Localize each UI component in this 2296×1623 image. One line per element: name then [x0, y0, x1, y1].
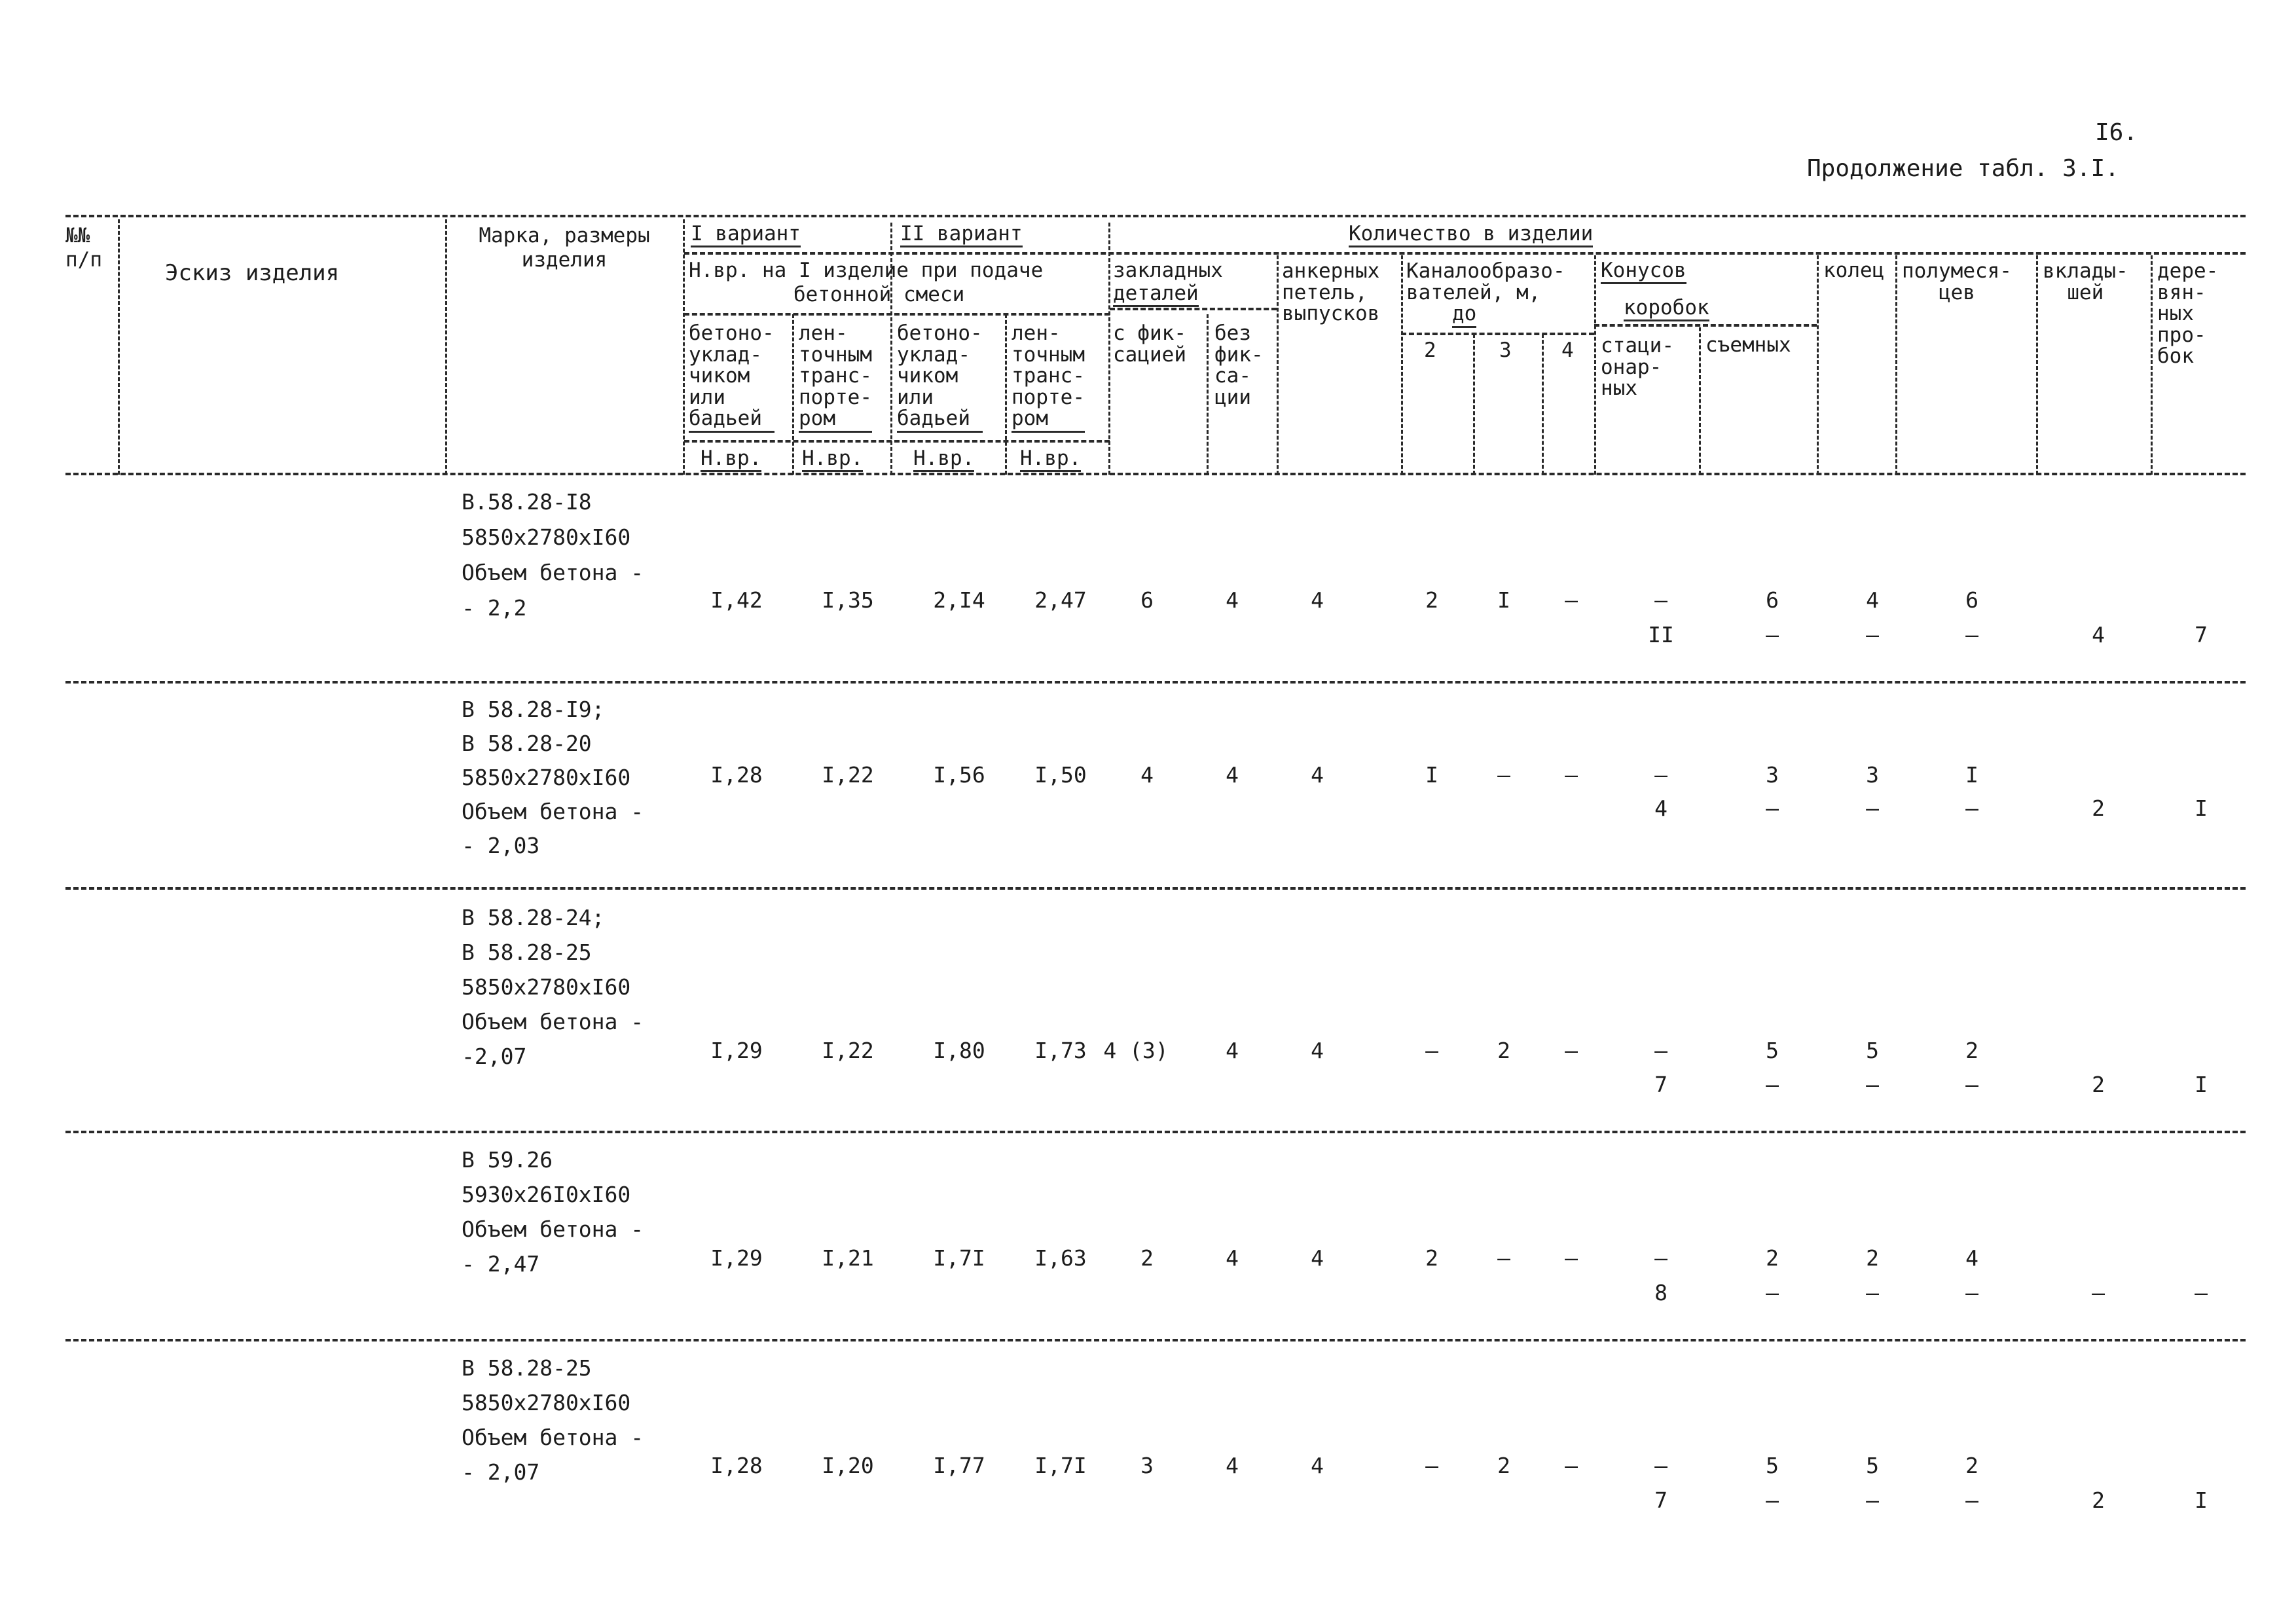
cell-cone-top: – [1654, 587, 1667, 613]
header-col-divider [1401, 255, 1403, 475]
cell-rings-bot: – [1866, 1487, 1879, 1513]
header-no-line: №№ [65, 224, 90, 247]
cell-anchor: 4 [1311, 1038, 1324, 1063]
header-mark [479, 226, 649, 270]
mark-line: 5930х26I0хI60 [462, 1182, 631, 1207]
row-mark [462, 1142, 644, 1281]
header-with-fix [1113, 323, 1186, 365]
cell-channel-4: – [1565, 1038, 1578, 1063]
cell-rings-top: 3 [1866, 762, 1879, 788]
cell-rings-top: 4 [1866, 587, 1879, 613]
header-mark-line: изделия [521, 248, 608, 272]
header-subcol-line: уклад- [897, 342, 970, 367]
cell-v1-bucket: I,28 [710, 762, 763, 788]
cell-half-top: 6 [1965, 587, 1978, 613]
cell-channel-2: – [1425, 1453, 1438, 1478]
cell-removable-top: 2 [1766, 1245, 1779, 1271]
row-separator [65, 1131, 2246, 1133]
cell-rings-top: 5 [1866, 1453, 1879, 1478]
header-subcol-line: чиком [897, 364, 958, 388]
cell-removable-top: 5 [1766, 1453, 1779, 1478]
header-nvr-unit: Н.вр. [913, 448, 974, 472]
cell-channel-3: 2 [1497, 1453, 1510, 1478]
mark-line: В 58.28-25 [462, 1355, 592, 1381]
header-nvr-title [689, 261, 1043, 305]
cell-inserts: 2 [2092, 795, 2105, 821]
header-nvr-unit: Н.вр. [1020, 448, 1081, 472]
header-halfmonths-line: полумеся- [1902, 259, 2012, 283]
header-mark-line: Марка, размеры [479, 224, 650, 247]
cell-without-fix: 4 [1226, 762, 1239, 788]
header-embedded [1113, 261, 1223, 307]
mark-line: В 59.26 [462, 1147, 553, 1173]
cell-removable-top: 5 [1766, 1038, 1779, 1063]
header-col-divider [1699, 327, 1701, 475]
row-separator [65, 1339, 2246, 1341]
header-subrule [684, 313, 1110, 316]
header-subrule [1594, 324, 1817, 327]
cell-inserts: 4 [2092, 622, 2105, 647]
header-channel-line: вателей, м, [1406, 280, 1541, 304]
header-subcol-line: чиком [689, 364, 750, 388]
header-col-divider [1594, 255, 1596, 475]
cell-rings-top: 2 [1866, 1245, 1879, 1271]
table-top-rule [65, 215, 2246, 217]
cell-v2-bucket: I,80 [933, 1038, 985, 1063]
mark-line: 5850х2780хI60 [462, 1390, 631, 1415]
header-anchor-line: выпусков [1282, 302, 1380, 326]
header-without-fix [1214, 323, 1264, 408]
cell-channel-3: I [1497, 587, 1510, 613]
mark-line: В 58.28-25 [462, 939, 592, 965]
header-col-divider [1005, 314, 1007, 475]
mark-line: 5850х2780хI60 [462, 524, 631, 550]
header-subrule [684, 440, 1110, 443]
header-nvr-line: Н.вр. на I изделие при подаче [689, 259, 1044, 282]
header-channel-2: 2 [1424, 338, 1436, 362]
cell-with-fix: 2 [1140, 1245, 1154, 1271]
header-boxes: коробок [1624, 298, 1709, 321]
cell-channel-2: 2 [1425, 587, 1438, 613]
header-subcol-line: или [689, 385, 725, 409]
header-without-fix-line: фик- [1214, 342, 1264, 367]
mark-line: - 2,2 [462, 595, 527, 621]
header-col-divider [445, 219, 447, 475]
header-rings: колец [1823, 259, 1885, 282]
header-channel-3: 3 [1499, 338, 1512, 362]
cell-rings-bot: – [1866, 1280, 1879, 1305]
header-col-divider [2151, 255, 2153, 475]
header-stationary [1601, 335, 1674, 399]
header-col-divider [792, 314, 794, 475]
header-subcol-1 [689, 323, 774, 433]
header-cones: Конусов [1601, 261, 1686, 284]
row-mark [462, 900, 644, 1074]
cell-without-fix: 4 [1226, 1038, 1239, 1063]
cell-v1-belt: I,22 [822, 762, 874, 788]
header-embedded-line: деталей [1113, 283, 1199, 307]
mark-line: - 2,07 [462, 1459, 540, 1485]
table-continuation-note: Продолжение табл. 3.I. [1807, 155, 2119, 182]
cell-v2-belt: I,7I [1034, 1453, 1087, 1478]
cell-anchor: 4 [1311, 1245, 1324, 1271]
cell-v2-belt: I,73 [1034, 1038, 1087, 1063]
cell-channel-2: – [1425, 1038, 1438, 1063]
header-col-divider [1817, 255, 1819, 475]
cell-wood: I [2195, 1072, 2208, 1097]
header-col-divider [1542, 334, 1544, 475]
cell-v2-bucket: I,56 [933, 762, 985, 788]
header-quantity: Количество в изделии [1349, 224, 1593, 247]
cell-channel-3: – [1497, 1245, 1510, 1271]
header-channel-line: Каналообразо- [1406, 259, 1565, 283]
cell-removable-top: 6 [1766, 587, 1779, 613]
header-nvr-line: бетонной смеси [793, 283, 965, 306]
mark-line: Объем бетона - [462, 1425, 644, 1450]
header-stationary-line: стаци- [1601, 334, 1674, 357]
cell-v1-belt: I,20 [822, 1453, 874, 1478]
header-wood-line: про- [2157, 323, 2206, 347]
cell-removable-bot: – [1766, 795, 1779, 821]
cell-stationary: 7 [1654, 1487, 1667, 1513]
header-subcol-line: порте- [1011, 385, 1085, 409]
row-separator [65, 887, 2246, 890]
cell-without-fix: 4 [1226, 1453, 1239, 1478]
cell-channel-4: – [1565, 762, 1578, 788]
header-sketch: Эскиз изделия [165, 260, 340, 286]
header-stationary-line: ных [1601, 376, 1637, 401]
header-subcol-line: ром [799, 408, 872, 433]
header-no-line: п/п [65, 248, 102, 272]
cell-half-bot: – [1965, 622, 1978, 647]
header-with-fix-line: с фик- [1113, 321, 1186, 345]
cell-cone-top: – [1654, 1038, 1667, 1063]
header-subcol-line: бетоно- [689, 321, 774, 345]
cell-with-fix: 6 [1140, 587, 1154, 613]
cell-without-fix: 4 [1226, 1245, 1239, 1271]
header-wood-plugs [2157, 261, 2218, 367]
cell-half-top: 2 [1965, 1453, 1978, 1478]
header-bottom-rule [65, 473, 2246, 475]
header-halfmonths-line: цев [1938, 280, 1975, 304]
cell-v1-bucket: I,28 [710, 1453, 763, 1478]
header-no [65, 226, 102, 270]
cell-inserts: – [2092, 1280, 2105, 1305]
header-subcol-line: порте- [799, 385, 872, 409]
cell-cone-top: – [1654, 762, 1667, 788]
mark-line: - 2,47 [462, 1251, 540, 1277]
cell-rings-bot: – [1866, 1072, 1879, 1097]
cell-v2-belt: I,63 [1034, 1245, 1087, 1271]
header-subcol-line: лен- [799, 321, 848, 345]
cell-v2-bucket: I,7I [933, 1245, 985, 1271]
header-subcol-4 [1011, 323, 1085, 433]
header-subcol-line: точным [799, 342, 872, 367]
header-variant-2: II вариант [900, 224, 1023, 247]
cell-with-fix: 3 [1140, 1453, 1154, 1478]
cell-v1-bucket: I,42 [710, 587, 763, 613]
mark-line: 5850х2780хI60 [462, 974, 631, 1000]
header-subcol-line: бадьей [689, 408, 774, 433]
cell-anchor: 4 [1311, 587, 1324, 613]
header-wood-line: ных [2157, 302, 2194, 326]
header-wood-line: дере- [2157, 259, 2219, 283]
cell-v2-bucket: I,77 [933, 1453, 985, 1478]
cell-removable-top: 3 [1766, 762, 1779, 788]
cell-half-bot: – [1965, 1280, 1978, 1305]
cell-channel-3: 2 [1497, 1038, 1510, 1063]
header-subcol-line: или [897, 385, 934, 409]
header-col-divider [1895, 255, 1897, 475]
header-removable: съемных [1705, 333, 1791, 357]
header-anchor-line: петель, [1282, 280, 1368, 304]
cell-without-fix: 4 [1226, 587, 1239, 613]
cell-channel-2: 2 [1425, 1245, 1438, 1271]
header-nvr-unit: Н.вр. [701, 448, 761, 472]
cell-wood: I [2195, 1487, 2208, 1513]
row-mark [462, 693, 644, 863]
cell-half-bot: – [1965, 1487, 1978, 1513]
cell-v2-belt: I,50 [1034, 762, 1087, 788]
cell-stationary: 4 [1654, 795, 1667, 821]
cell-with-fix: 4 (3) [1103, 1038, 1169, 1063]
header-subcol-line: бетоно- [897, 321, 983, 345]
mark-line: В 58.28-I9; [462, 697, 605, 722]
cell-anchor: 4 [1311, 762, 1324, 788]
cell-rings-bot: – [1866, 622, 1879, 647]
cell-v1-bucket: I,29 [710, 1038, 763, 1063]
header-channel-line: до [1452, 303, 1476, 328]
header-subcol-line: уклад- [689, 342, 762, 367]
mark-line: - 2,03 [462, 833, 540, 858]
cell-stationary: 8 [1654, 1280, 1667, 1305]
header-col-divider [1108, 223, 1110, 475]
cell-with-fix: 4 [1140, 762, 1154, 788]
header-with-fix-line: сацией [1113, 342, 1186, 367]
header-subcol-line: лен- [1011, 321, 1061, 345]
header-subrule [684, 252, 2246, 255]
header-subcol-2 [799, 323, 872, 433]
header-halfmonths [1902, 261, 2012, 303]
cell-channel-3: – [1497, 762, 1510, 788]
header-stationary-line: онар- [1601, 355, 1662, 379]
cell-half-top: I [1965, 762, 1978, 788]
cell-v2-bucket: 2,I4 [933, 587, 985, 613]
cell-v1-belt: I,22 [822, 1038, 874, 1063]
cell-inserts: 2 [2092, 1487, 2105, 1513]
cell-rings-top: 5 [1866, 1038, 1879, 1063]
cell-channel-4: – [1565, 1245, 1578, 1271]
mark-line: 5850х2780хI60 [462, 765, 631, 790]
page-number: I6. [2095, 119, 2138, 146]
header-inserts-line: шей [2067, 280, 2104, 304]
header-col-divider [2036, 255, 2038, 475]
header-without-fix-line: без [1214, 321, 1251, 345]
cell-v2-belt: 2,47 [1034, 587, 1087, 613]
cell-stationary: 7 [1654, 1072, 1667, 1097]
cell-half-top: 4 [1965, 1245, 1978, 1271]
header-subrule [1401, 333, 1594, 335]
header-subcol-line: бадьей [897, 408, 983, 433]
mark-line: -2,07 [462, 1044, 527, 1069]
cell-cone-top: – [1654, 1453, 1667, 1478]
cell-half-top: 2 [1965, 1038, 1978, 1063]
header-col-divider [1207, 314, 1209, 475]
header-subcol-line: точным [1011, 342, 1085, 367]
header-anchor [1282, 261, 1379, 325]
header-anchor-line: анкерных [1282, 259, 1380, 283]
row-mark [462, 1351, 644, 1489]
header-channel [1406, 261, 1565, 328]
header-nvr-unit: Н.вр. [802, 448, 863, 472]
mark-line: В.58.28-I8 [462, 489, 592, 515]
mark-line: Объем бетона - [462, 1216, 644, 1242]
header-subrule [1110, 308, 1277, 310]
cell-half-bot: – [1965, 1072, 1978, 1097]
cell-wood: I [2195, 795, 2208, 821]
cell-half-bot: – [1965, 795, 1978, 821]
cell-v1-bucket: I,29 [710, 1245, 763, 1271]
header-subcol-line: транс- [1011, 364, 1085, 388]
header-subcol-3 [897, 323, 983, 433]
cell-rings-bot: – [1866, 795, 1879, 821]
cell-channel-4: – [1565, 1453, 1578, 1478]
header-subcol-line: транс- [799, 364, 872, 388]
cell-removable-bot: – [1766, 1280, 1779, 1305]
header-channel-4: 4 [1561, 338, 1574, 362]
header-embedded-line: закладных [1113, 259, 1223, 282]
header-col-divider [1277, 255, 1279, 475]
cell-removable-bot: – [1766, 1072, 1779, 1097]
row-separator [65, 681, 2246, 684]
cell-wood: 7 [2195, 622, 2208, 647]
header-col-divider [683, 219, 685, 475]
cell-v1-belt: I,35 [822, 587, 874, 613]
header-without-fix-line: са- [1214, 364, 1251, 388]
cell-removable-bot: – [1766, 622, 1779, 647]
row-mark [462, 484, 644, 626]
cell-stationary: II [1648, 622, 1674, 647]
header-wood-line: вян- [2157, 280, 2206, 304]
mark-line: Объем бетона - [462, 799, 644, 824]
header-subcol-line: ром [1011, 408, 1085, 433]
header-without-fix-line: ции [1214, 385, 1251, 409]
header-variant-1: I вариант [691, 224, 801, 247]
header-col-divider [1473, 334, 1475, 475]
cell-removable-bot: – [1766, 1487, 1779, 1513]
mark-line: Объем бетона - [462, 1009, 644, 1034]
cell-v1-belt: I,21 [822, 1245, 874, 1271]
cell-cone-top: – [1654, 1245, 1667, 1271]
mark-line: В 58.28-20 [462, 731, 592, 756]
header-wood-line: бок [2157, 344, 2194, 369]
cell-anchor: 4 [1311, 1453, 1324, 1478]
cell-channel-4: – [1565, 587, 1578, 613]
mark-line: Объем бетона - [462, 560, 644, 585]
mark-line: В 58.28-24; [462, 905, 605, 930]
header-inserts [2043, 261, 2128, 303]
cell-wood: – [2195, 1280, 2208, 1305]
header-col-divider [118, 219, 120, 475]
cell-channel-2: I [1425, 762, 1438, 788]
cell-inserts: 2 [2092, 1072, 2105, 1097]
header-inserts-line: вклады- [2043, 259, 2128, 283]
